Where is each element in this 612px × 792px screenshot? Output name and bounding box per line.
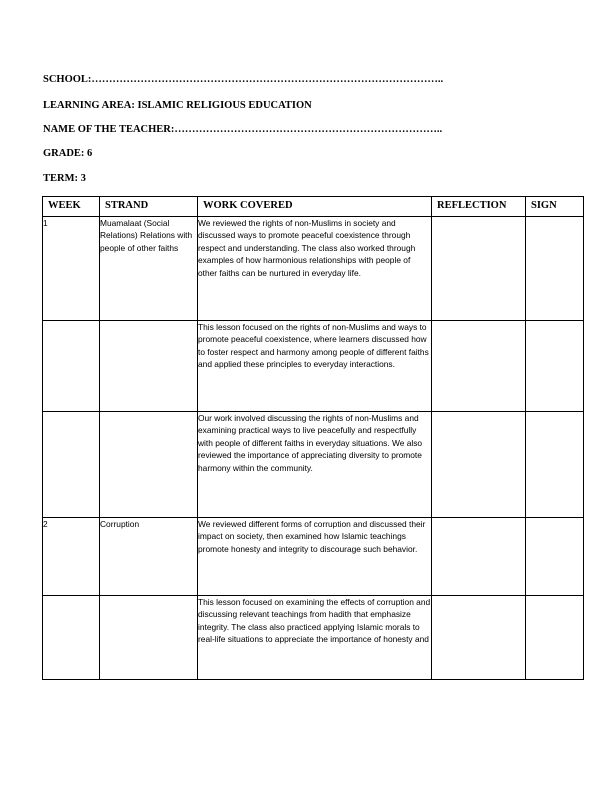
reflection-cell[interactable] xyxy=(432,321,526,412)
teacher-line: NAME OF THE TEACHER:………………………………………………………………….. xyxy=(43,124,443,135)
school-line: SCHOOL:……………………………………………………………………………………….. xyxy=(43,74,444,85)
table-row xyxy=(43,518,584,596)
table-header-row xyxy=(43,197,584,217)
work-covered-cell: This lesson focused on the rights of non-Muslims and ways to promote peaceful coexistence, where learners discussed how to foster respect and harmony among people of different faiths and applied these principles to everyday interactions. xyxy=(198,321,432,412)
column-header-week: WEEK xyxy=(43,197,100,217)
week-cell xyxy=(43,596,100,680)
sign-cell[interactable] xyxy=(526,412,584,518)
sign-cell[interactable] xyxy=(526,217,584,321)
table-row xyxy=(43,412,584,518)
work-covered-cell: We reviewed different forms of corruption and discussed their impact on society, then examined how Islamic teachings promote honesty and integrity to discourage such behavior. xyxy=(198,518,432,596)
sign-cell[interactable] xyxy=(526,518,584,596)
reflection-cell[interactable] xyxy=(432,518,526,596)
record-of-work-table xyxy=(42,196,584,680)
table-row xyxy=(43,321,584,412)
strand-cell: Muamalaat (Social Relations) Relations with people of other faiths xyxy=(100,217,198,321)
strand-cell: Corruption xyxy=(100,518,198,596)
sign-cell[interactable] xyxy=(526,321,584,412)
learning-area-line: LEARNING AREA: ISLAMIC RELIGIOUS EDUCATION xyxy=(43,100,312,111)
week-cell xyxy=(43,412,100,518)
strand-cell xyxy=(100,321,198,412)
week-cell: 2 xyxy=(43,518,100,596)
column-header-strand: STRAND xyxy=(100,197,198,217)
strand-cell xyxy=(100,412,198,518)
week-cell xyxy=(43,321,100,412)
week-cell: 1 xyxy=(43,217,100,321)
table-row xyxy=(43,596,584,680)
reflection-cell[interactable] xyxy=(432,412,526,518)
sign-cell[interactable] xyxy=(526,596,584,680)
column-header-sign: SIGN xyxy=(526,197,584,217)
work-covered-cell: We reviewed the rights of non-Muslims in society and discussed ways to promote peaceful coexistence through respect and understanding. The class also worked through examples of how harmonious relationships with people of other faiths can be nurtured in everyday life. xyxy=(198,217,432,321)
term-line: TERM: 3 xyxy=(43,173,86,184)
work-covered-cell xyxy=(198,596,432,680)
reflection-cell[interactable] xyxy=(432,217,526,321)
column-header-work-covered: WORK COVERED xyxy=(198,197,432,217)
grade-line: GRADE: 6 xyxy=(43,148,93,159)
table-row xyxy=(43,217,584,321)
strand-cell xyxy=(100,596,198,680)
reflection-cell[interactable] xyxy=(432,596,526,680)
column-header-reflection: REFLECTION xyxy=(432,197,526,217)
work-covered-cell: Our work involved discussing the rights of non-Muslims and examining practical ways to live peacefully and respectfully with people of different faiths in everyday situations. We also reviewed the importance of appreciating diversity to promote harmony within the community. xyxy=(198,412,432,518)
work-covered-text: This lesson focused on examining the effects of corruption and discussing relevant teachings from hadith that emphasize integrity. The class also practiced applying Islamic morals to real-life situations to appreciate the importance of honesty and xyxy=(198,597,431,645)
